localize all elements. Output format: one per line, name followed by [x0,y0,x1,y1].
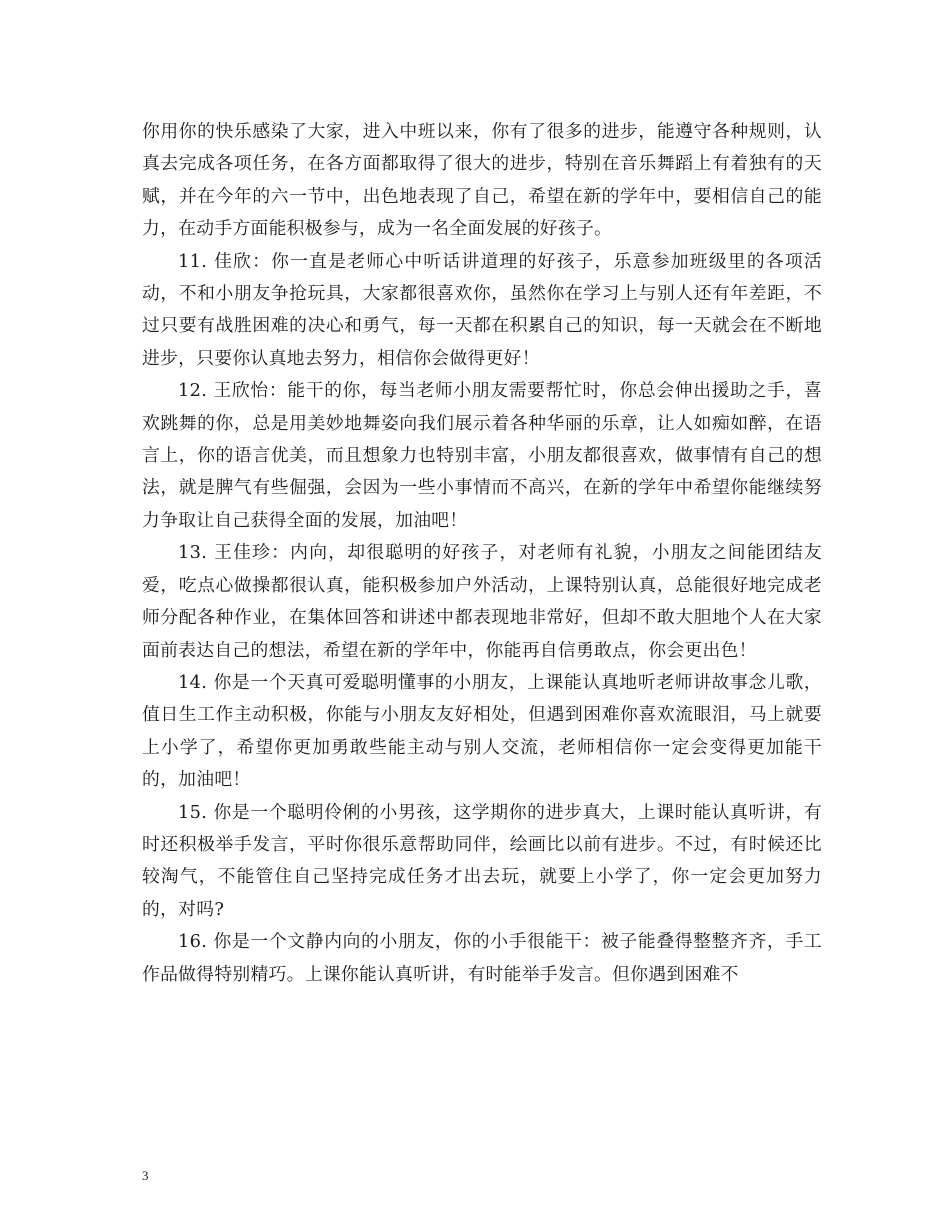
paragraph-3: 12. 王欣怡：能干的你，每当老师小朋友需要帮忙时，你总会伸出援助之手，喜欢跳舞的你，总是用美妙地舞姿向我们展示着各种华丽的乐章，让人如痴如醉，在语言上，你的语言优美，而且想象力也特别丰富，小朋友都很喜欢，做事情有自己的想法，就是脾气有些倔强，会因为一些小事情而不高兴，在新的学年中希望你能继续努力争取让自己获得全面的发展，加油吧！ [142,380,822,531]
paragraph-5: 14. 你是一个天真可爱聪明懂事的小朋友，上课能认真地听老师讲故事念儿歌，值日生工作主动积极，你能与小朋友友好相处，但遇到困难你喜欢流眼泪，马上就要上小学了，希望你更加勇敢些能主动与别人交流，老师相信你一定会变得更加能干的，加油吧！ [142,671,822,791]
paragraph-1: 你用你的快乐感染了大家，进入中班以来，你有了很多的进步，能遵守各种规则，认真去完成各项任务，在各方面都取得了很大的进步，特别在音乐舞蹈上有着独有的天赋，并在今年的六一节中，出色地表现了自己，希望在新的学年中，要相信自己的能力，在动手方面能积极参与，成为一名全面发展的好孩子。 [142,121,822,240]
paragraph-2: 11. 佳欣：你一直是老师心中听话讲道理的好孩子，乐意参加班级里的各项活动，不和小朋友争抢玩具，大家都很喜欢你，虽然你在学习上与别人还有年差距，不过只要有战胜困难的决心和勇气，每一天都在积累自己的知识，每一天就会在不断地进步，只要你认真地去努力，相信你会做得更好！ [142,250,822,369]
paragraph-4: 13. 王佳珍：内向，却很聪明的好孩子，对老师有礼貌，小朋友之间能团结友爱，吃点心做操都很认真，能积极参加户外活动，上课特别认真，总能很好地完成老师分配各种作业，在集体回答和讲述中都表现地非常好，但却不敢大胆地个人在大家面前表达自己的想法，希望在新的学年中，你能再自信勇敢点，你会更出色！ [142,542,822,661]
paragraph-6: 15. 你是一个聪明伶俐的小男孩，这学期你的进步真大，上课时能认真听讲，有时还积极举手发言，平时你很乐意帮助同伴，绘画比以前有进步。不过，有时候还比较淘气，不能管住自己坚持完成任务才出去玩，就要上小学了，你一定会更加努力的，对吗? [142,801,822,920]
paragraph-7: 16. 你是一个文静内向的小朋友，你的小手很能干：被子能叠得整整齐齐，手工作品做得特别精巧。上课你能认真听讲，有时能举手发言。但你遇到困难不 [142,931,822,985]
document-body [142,116,822,991]
page-number: 3 [142,1168,149,1183]
